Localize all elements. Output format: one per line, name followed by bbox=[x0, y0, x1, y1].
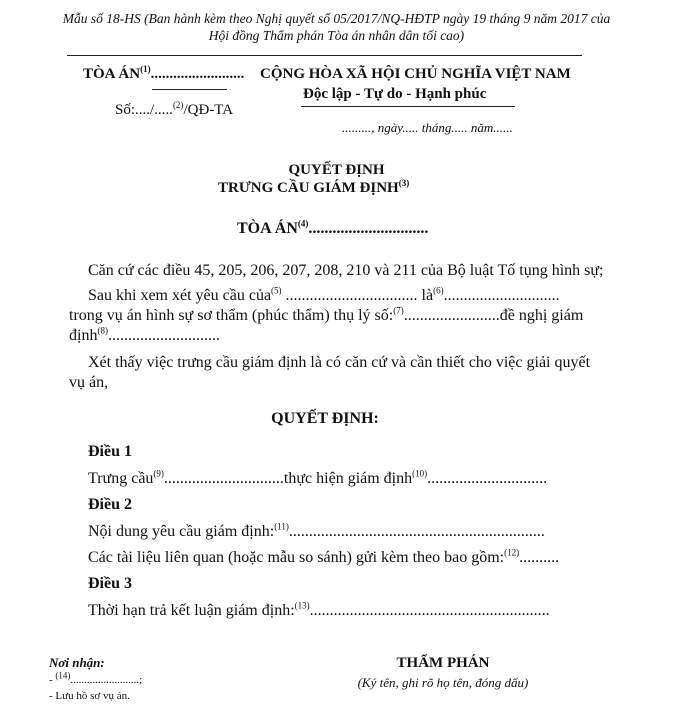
decision-subtitle-text: TRƯNG CẦU GIÁM ĐỊNH bbox=[218, 180, 399, 196]
request-text-g: ............................ bbox=[107, 327, 220, 344]
request-text-d: trong vụ án hình sự sơ thẩm (phúc thẩm) thụ lý số: bbox=[69, 307, 394, 324]
article-3-text-a: Thời hạn trả kết luận giám định: bbox=[88, 602, 295, 619]
note-ref-8: (8) bbox=[97, 325, 108, 336]
header-divider bbox=[67, 55, 582, 56]
article-1-title: Điều 1 bbox=[88, 443, 132, 460]
recipient-1 bbox=[49, 670, 143, 686]
court-header bbox=[83, 66, 244, 83]
note-ref-5: (5) bbox=[271, 285, 282, 296]
request-text-f: định bbox=[69, 327, 98, 344]
note-ref-3: (3) bbox=[398, 178, 410, 188]
consideration-line-2: vụ án, bbox=[69, 374, 109, 391]
note-ref-1: (1) bbox=[140, 64, 151, 74]
article-1-text-c: .............................. bbox=[427, 470, 548, 487]
nation-motto: Độc lập - Tự do - Hạnh phúc bbox=[303, 86, 487, 102]
form-note-line-1: Mẫu số 18-HS (Ban hành kèm theo Nghị quyết số 05/2017/NQ-HĐTP ngày 19 tháng 9 năm 2017 của bbox=[62, 11, 611, 26]
article-1-text bbox=[88, 470, 547, 488]
article-3-title: Điều 3 bbox=[88, 575, 132, 592]
decision-title: QUYẾT ĐỊNH bbox=[288, 162, 385, 178]
note-ref-7: (7) bbox=[393, 305, 404, 316]
article-2-line-2-b: .......... bbox=[519, 549, 560, 566]
number-suffix: /QĐ-TA bbox=[183, 102, 234, 118]
court-dots: ......................... bbox=[150, 66, 245, 82]
recipient-1-dash: - bbox=[49, 674, 56, 686]
decision-subtitle bbox=[218, 180, 409, 197]
issuing-court bbox=[237, 220, 428, 238]
consideration-line-1: Xét thấy việc trưng cầu giám định là có căn cứ và cần thiết cho việc giải quyết bbox=[88, 354, 591, 371]
request-line-2 bbox=[69, 307, 583, 325]
signature-instruction: (Ký tên, ghi rõ họ tên, đóng dấu) bbox=[357, 675, 529, 690]
legal-basis: Căn cứ các điều 45, 205, 206, 207, 208, 210 và 211 của Bộ luật Tố tụng hình sự; bbox=[88, 262, 604, 279]
article-2-title: Điều 2 bbox=[88, 496, 132, 513]
decide-heading: QUYẾT ĐỊNH: bbox=[271, 410, 379, 427]
nation-title: CỘNG HÒA XÃ HỘI CHỦ NGHĨA VIỆT NAM bbox=[260, 66, 571, 82]
article-1-text-a: Trưng cầu bbox=[88, 470, 154, 487]
court-label: TÒA ÁN bbox=[83, 66, 141, 82]
motto-underline bbox=[301, 106, 515, 107]
issuing-court-label: TÒA ÁN bbox=[237, 220, 298, 237]
article-2-line-2 bbox=[88, 549, 559, 567]
date-line: ........., ngày..... tháng..... năm...... bbox=[342, 120, 513, 135]
article-2-line-2-a: Các tài liệu liên quan (hoặc mẫu so sánh) gửi kèm theo bao gồm: bbox=[88, 549, 505, 566]
issuing-court-dots: .............................. bbox=[308, 220, 429, 237]
judge-title: THẨM PHÁN bbox=[396, 655, 490, 671]
note-ref-11: (11) bbox=[274, 521, 289, 532]
note-ref-10: (10) bbox=[412, 468, 428, 479]
form-note bbox=[0, 10, 673, 44]
article-2-line-1-a: Nội dung yêu cầu giám định: bbox=[88, 523, 275, 540]
number-prefix: Số:..../..... bbox=[115, 102, 173, 118]
request-text-b: ................................. là bbox=[281, 287, 434, 304]
note-ref-12: (12) bbox=[504, 547, 520, 558]
request-text-a: Sau khi xem xét yêu cầu của bbox=[88, 287, 272, 304]
recipient-2: - Lưu hồ sơ vụ án. bbox=[49, 690, 130, 702]
request-line-1 bbox=[88, 287, 560, 305]
note-ref-6: (6) bbox=[433, 285, 444, 296]
article-2-line-1-b: ................................................................ bbox=[288, 523, 545, 540]
recipient-1-dots: .........................; bbox=[70, 674, 143, 686]
decision-number bbox=[115, 102, 233, 119]
recipients-label: Nơi nhận: bbox=[49, 655, 105, 670]
note-ref-9: (9) bbox=[153, 468, 164, 479]
request-text-c: ............................. bbox=[443, 287, 560, 304]
article-3-text-b: ............................................................ bbox=[309, 602, 550, 619]
request-text-e: ........................đề nghị giám bbox=[403, 307, 584, 324]
article-3-text bbox=[88, 602, 550, 620]
court-underline bbox=[152, 89, 227, 90]
form-note-line-2: Hội đồng Thẩm phán Tòa án nhân dân tối cao) bbox=[208, 28, 465, 43]
article-2-line-1 bbox=[88, 523, 545, 541]
article-1-text-b: ..............................thực hiện giám định bbox=[163, 470, 413, 487]
note-ref-14: (14) bbox=[55, 670, 71, 681]
note-ref-2: (2) bbox=[172, 100, 184, 110]
note-ref-4: (4) bbox=[297, 218, 309, 229]
request-line-3 bbox=[69, 327, 220, 345]
note-ref-13: (13) bbox=[294, 600, 310, 611]
